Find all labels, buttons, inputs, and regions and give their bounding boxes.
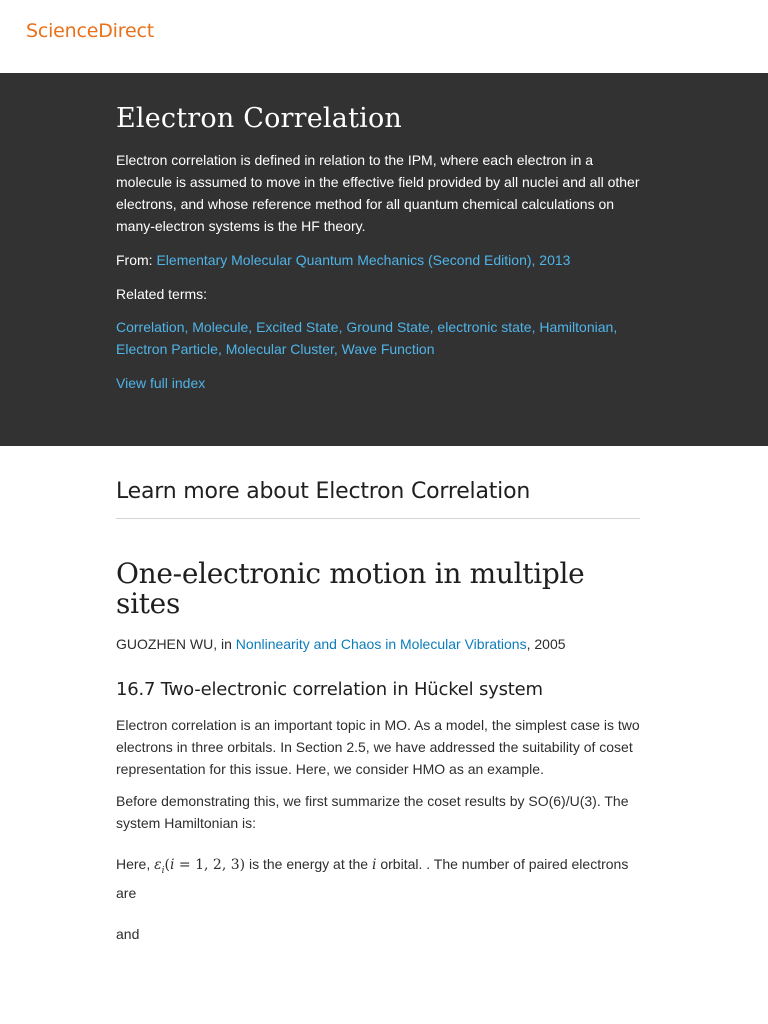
article-byline bbox=[116, 633, 640, 655]
paragraph-2: Before demonstrating this, we first summarize the coset results by SO(6)/U(3). The system Hamiltonian is: bbox=[116, 793, 629, 831]
sciencedirect-logo[interactable]: ScienceDirect bbox=[26, 20, 154, 42]
byline-in: , in bbox=[213, 636, 236, 652]
paragraph-4: and bbox=[116, 925, 140, 942]
topic-definition: Electron correlation is defined in relation to the IPM, where each electron in a molecule is assumed to move in the effective field provided by all nuclei and all other electrons, and whose reference method for all quantum chemical calculations on many-electron systems is the HF theory. bbox=[116, 152, 640, 234]
related-terms-label: Related terms: bbox=[116, 286, 208, 302]
source-line bbox=[116, 249, 646, 271]
epsilon-symbol: ε bbox=[154, 857, 162, 873]
article-title[interactable]: One-electronic motion in multiple sites bbox=[116, 557, 585, 620]
related-term-molecular-cluster[interactable]: Molecular Cluster bbox=[225, 341, 334, 357]
top-bar bbox=[0, 0, 768, 73]
paragraph-1: Electron correlation is an important topic in MO. As a model, the simplest case is two electrons in three orbitals. In Section 2.5, we have addressed the suitability of coset representation for this issue. Here, we consider HMO as an example. bbox=[116, 717, 640, 777]
from-label: From: bbox=[116, 252, 153, 268]
topic-title: Electron Correlation bbox=[116, 103, 402, 134]
author-name: GUOZHEN WU bbox=[116, 636, 214, 652]
related-term-electron-particle[interactable]: Electron Particle bbox=[116, 341, 218, 357]
math-range: = 1, 2, 3) bbox=[174, 857, 246, 873]
related-term-ground-state[interactable]: Ground State bbox=[346, 319, 430, 335]
topic-hero bbox=[0, 73, 768, 446]
epsilon-subscript: i bbox=[161, 865, 165, 876]
paragraph-3 bbox=[116, 853, 640, 904]
paragraph-3-suffix: orbital. . The number of paired electrons are bbox=[116, 856, 629, 901]
math-open-paren: ( bbox=[164, 857, 170, 873]
related-term-molecule[interactable]: Molecule bbox=[192, 319, 249, 335]
byline-year: , 2005 bbox=[526, 636, 566, 652]
related-term-electronic-state[interactable]: electronic state bbox=[437, 319, 532, 335]
math-index-i: i bbox=[170, 857, 175, 873]
related-term-excited-state[interactable]: Excited State bbox=[256, 319, 339, 335]
main-content bbox=[0, 446, 640, 945]
topic-body bbox=[116, 149, 646, 394]
related-term-hamiltonian[interactable]: Hamiltonian bbox=[539, 319, 614, 335]
related-terms-list: Correlation, Molecule, Excited State, Ground State, electronic state, Hamiltonian, Electron Particle, Molecular Cluster, Wave Function bbox=[116, 319, 618, 357]
paragraph-3-prefix: Here, bbox=[116, 856, 155, 872]
math-index-i-2: i bbox=[371, 857, 377, 873]
section-heading: 16.7 Two-electronic correlation in Hückel system bbox=[116, 679, 543, 700]
view-index-line bbox=[116, 372, 646, 394]
paragraph-3-middle: is the energy at the bbox=[245, 856, 372, 872]
related-term-correlation[interactable]: Correlation bbox=[116, 319, 185, 335]
book-link[interactable]: Nonlinearity and Chaos in Molecular Vibrations bbox=[235, 636, 527, 652]
view-full-index-link[interactable]: View full index bbox=[116, 375, 206, 391]
learn-more-heading: Learn more about Electron Correlation bbox=[116, 446, 640, 519]
source-book-link[interactable]: Elementary Molecular Quantum Mechanics (Second Edition), 2013 bbox=[156, 252, 571, 268]
related-term-wave-function[interactable]: Wave Function bbox=[341, 341, 435, 357]
